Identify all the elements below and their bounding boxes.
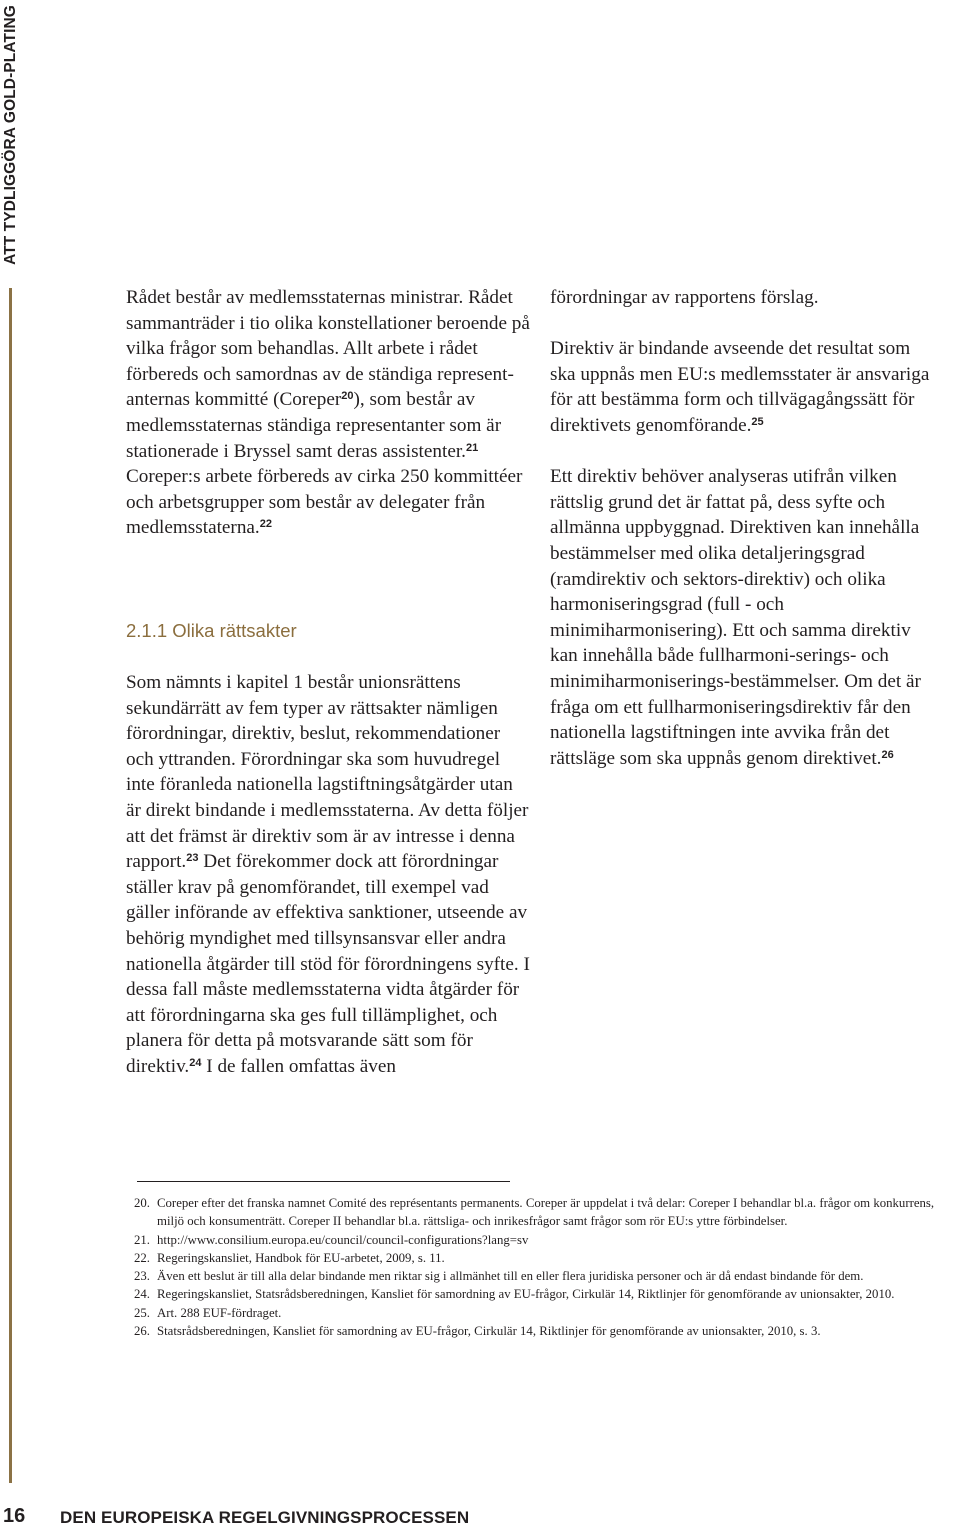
section-heading: 2.1.1 Olika rättsakter [126,620,297,641]
footnote-ref-25[interactable]: 25 [751,415,764,428]
paragraph-radet: Rådet består av medlemsstaternas ministrar. Rådet sammanträder i tio olika konstellationer beroende på vilka frågor som behandlas. Allt arbete i rådet förbereds och samordnas av de ständiga represent-anternas kommitté (Coreper$^{20}$), som består av medlemsstaternas ständiga representanter som är stationerade i Bryssel samt deras assistenter.$^{21}$ Coreper:s arbete förbereds av cirka 250 kommittéer och arbetsgrupper som består av delegater från medlemsstaterna.$^{22}$ [126,287,530,539]
footnote-ref-21[interactable]: 21 [465,441,479,454]
paragraph-rattsakter: Som nämnts i kapitel 1 består unionsrättens sekundärrätt av fem typer av rättsakter nämligen förordningar, direktiv, beslut, rekommendationer och yttranden. Förordningar ska som huvudregel inte föranleda nationella lagstiftningsåtgärder utan är direkt bindande i medlemsstaterna. Av detta följer att det främst är direktiv som är av intresse i denna rapport.$^{23}$ Det förekommer dock att förordningar ställer krav på genomförandet, till exempel vad gäller införande av effektiva sanktioner, utseende av behörig myndighet med tillsynsansvar eller andra nationella åtgärder till stöd för förordningens syfte. I dessa fall måste medlemsstaterna vidta åtgärder för att förordningarna ska ges full tillämplighet, och planera för detta på motsvarande sätt som för direktiv.$^{24}$ I de fallen omfattas även [126,672,530,1077]
side-rule [9,288,12,1483]
left-column-intro [126,285,531,541]
footnote-text: Statsrådsberedningen, Kansliet för samordning av EU-frågor, Cirkulär 14, Riktlinjer för genomförande av unionsakter, 2010, s. 3. [157,1324,821,1339]
right-column [550,285,940,771]
footnote-ref-20[interactable]: 20 [341,390,354,403]
footnote-item [114,1304,954,1322]
footnote-number: 25. [134,1305,150,1320]
side-title-text: ATT TYDLIGGÖRA GOLD-PLATING [2,5,19,265]
footnote-link[interactable]: http://www.consilium.europa.eu/council/council-configurations?lang=sv [157,1232,529,1247]
paragraph-continuation: förordningar av rapportens förslag. [550,287,819,308]
footnote-ref-23[interactable]: 23 [186,852,199,865]
footnote-item [114,1249,954,1267]
footnote-item [114,1231,954,1249]
footnote-number: 24. [134,1287,150,1302]
book-title: DEN EUROPEISKA REGELGIVNINGSPROCESSEN [60,1508,470,1527]
footnote-item [114,1285,954,1303]
footnote-item [114,1194,954,1231]
footnote-number: 21. [134,1232,150,1247]
left-column-rattsakter [126,670,531,1080]
footnote-text: Coreper efter det franska namnet Comité des représentants permanents. Coreper är uppdelat i två delar: Coreper I behandlar bl.a. frågor om konkurrens, miljö och konsumenträtt. Coreper II behandlar bl.a. rättsliga- och inrikesfrågor samt frågor som rör EU:s yttre förbindelser. [157,1196,935,1229]
footnote-text: Regeringskansliet, Handbok för EU-arbetet, 2009, s. 11. [157,1250,445,1265]
footnote-ref-24[interactable]: 24 [189,1056,202,1069]
running-side-title [0,0,22,270]
footnote-list [114,1194,954,1340]
page-number: 16 [3,1505,26,1527]
footnote-number: 26. [134,1324,150,1339]
footnote-ref-22[interactable]: 22 [259,518,272,531]
footnote-item [114,1267,954,1285]
footnote-number: 20. [134,1196,150,1210]
footnote-text: Art. 288 EUF-fördraget. [157,1305,282,1320]
footnote-ref-26[interactable]: 26 [881,748,894,761]
footnote-number: 23. [134,1269,150,1284]
footnote-item [114,1322,954,1340]
footnote-separator [137,1181,510,1182]
paragraph-direktiv-bindande: Direktiv är bindande avseende det resultat som ska uppnås men EU:s medlemsstater är ansvariga för att bestämma form och tillvägagångssätt för direktivets genomförande.$^{25}$ [550,338,930,436]
paragraph-direktiv-analys: Ett direktiv behöver analyseras utifrån vilken rättslig grund det är fattat på, dess syfte och allmänna uppbyggnad. Direktiven kan innehålla bestämmelser med olika detaljeringsgrad (ramdirektiv och sektors-direktiv) och olika harmoniseringsgrad (full - och minimiharmonisering). Ett och samma direktiv kan innehålla både fullharmoni-serings- och minimiharmoniserings-bestämmelser. Om det är fråga om ett fullharmoniseringsdirektiv får den nationella lagstiftningen inte avvika från det rättsläge som ska uppnås genom direktivet.$^{26}$ [550,466,921,769]
footnote-number: 22. [134,1250,150,1265]
footnote-text: Regeringskansliet, Statsrådsberedningen, Kansliet för samordning av EU-frågor, Cirkulär 14, Riktlinjer för genomförande av unionsakter, 2010. [157,1287,895,1302]
footnote-text: Även ett beslut är till alla delar bindande men riktar sig i allmänhet till en eller flera juridiska personer och är då endast bindande för dem. [157,1269,864,1284]
